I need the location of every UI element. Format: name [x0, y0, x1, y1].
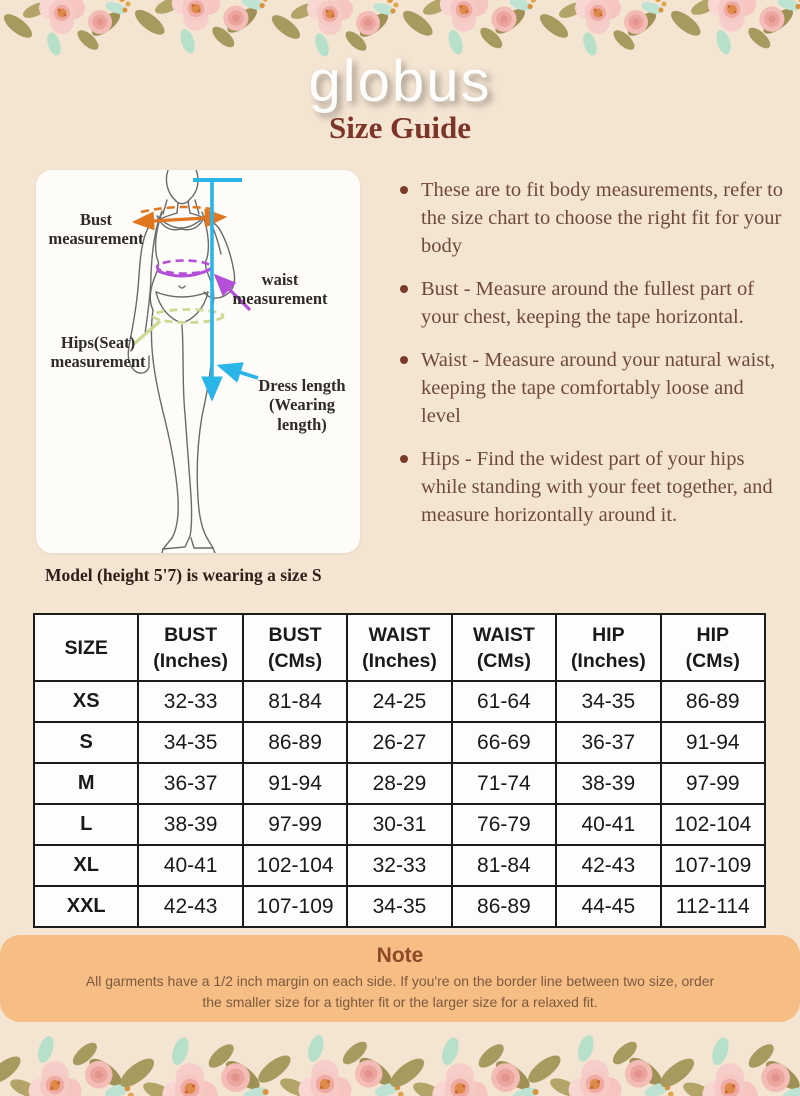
cell-waist-cms: 61-64 — [452, 681, 556, 722]
cell-bust-cms: 97-99 — [243, 804, 347, 845]
floral-border-bottom-icon — [0, 1026, 800, 1096]
cell-waist-inches: 32-33 — [347, 845, 451, 886]
table-row — [34, 763, 765, 804]
column-header-waist-cms: WAIST (CMs) — [452, 614, 556, 681]
table-row — [34, 845, 765, 886]
instruction-list — [400, 176, 786, 544]
instruction-text: Waist - Measure around your natural waist, keeping the tape comfortably loose and level — [421, 349, 776, 427]
measurement-diagram-card — [36, 170, 360, 553]
cell-waist-cms: 66-69 — [452, 722, 556, 763]
cell-waist-inches: 34-35 — [347, 886, 451, 927]
brand-logo: globus — [308, 49, 492, 114]
cell-hip-cms: 112-114 — [661, 886, 765, 927]
hips-measurement-label: Hips(Seat) measurement — [50, 333, 146, 372]
bullet-icon — [400, 455, 408, 463]
cell-waist-inches: 24-25 — [347, 681, 451, 722]
cell-hip-cms: 97-99 — [661, 763, 765, 804]
column-header-bust-inches: BUST (Inches) — [138, 614, 242, 681]
bust-measurement-label: Bust measurement — [48, 210, 144, 249]
instruction-text: These are to fit body measurements, refer to the size chart to choose the right fit for your body — [421, 179, 784, 257]
instruction-item — [400, 346, 786, 430]
dress-length-label: Dress length (Wearing length) — [258, 376, 346, 434]
bullet-icon — [400, 356, 408, 364]
table-row — [34, 681, 765, 722]
cell-hip-cms: 91-94 — [661, 722, 765, 763]
cell-bust-inches: 42-43 — [138, 886, 242, 927]
cell-hip-inches: 44-45 — [556, 886, 660, 927]
note-body: All garments have a 1/2 inch margin on each side. If you're on the border line between two size, order the smaller size for a tighter fit or the larger size for a relaxed fit. — [85, 973, 715, 1010]
cell-waist-inches: 30-31 — [347, 804, 451, 845]
cell-waist-inches: 28-29 — [347, 763, 451, 804]
size-cell: L — [34, 804, 138, 845]
cell-waist-cms: 86-89 — [452, 886, 556, 927]
cell-waist-cms: 76-79 — [452, 804, 556, 845]
cell-bust-cms: 102-104 — [243, 845, 347, 886]
cell-hip-inches: 42-43 — [556, 845, 660, 886]
table-row — [34, 804, 765, 845]
size-cell: XXL — [34, 886, 138, 927]
cell-waist-cms: 81-84 — [452, 845, 556, 886]
table-row — [34, 722, 765, 763]
cell-bust-inches: 40-41 — [138, 845, 242, 886]
model-size-note: Model (height 5'7) is wearing a size S — [45, 565, 322, 585]
bullet-icon — [400, 285, 408, 293]
cell-bust-inches: 36-37 — [138, 763, 242, 804]
cell-bust-cms: 86-89 — [243, 722, 347, 763]
column-header-hip-cms: HIP (CMs) — [661, 614, 765, 681]
column-header-waist-inches: WAIST (Inches) — [347, 614, 451, 681]
column-header-hip-inches: HIP (Inches) — [556, 614, 660, 681]
instruction-item — [400, 176, 786, 260]
table-row — [34, 886, 765, 927]
cell-waist-inches: 26-27 — [347, 722, 451, 763]
instruction-item — [400, 275, 786, 331]
page-title: Size Guide — [328, 110, 472, 145]
cell-waist-cms: 71-74 — [452, 763, 556, 804]
cell-hip-cms: 102-104 — [661, 804, 765, 845]
cell-bust-inches: 34-35 — [138, 722, 242, 763]
size-cell: S — [34, 722, 138, 763]
cell-hip-inches: 40-41 — [556, 804, 660, 845]
instruction-text: Bust - Measure around the fullest part of your chest, keeping the tape horizontal. — [421, 278, 755, 328]
waist-measurement-label: waist measurement — [232, 270, 328, 309]
cell-bust-cms: 81-84 — [243, 681, 347, 722]
instruction-text: Hips - Find the widest part of your hips while standing with your feet together, and measure horizontally around it. — [421, 448, 773, 526]
cell-hip-inches: 36-37 — [556, 722, 660, 763]
cell-bust-cms: 107-109 — [243, 886, 347, 927]
bullet-icon — [400, 186, 408, 194]
note-title: Note — [376, 944, 424, 967]
cell-bust-cms: 91-94 — [243, 763, 347, 804]
instruction-item — [400, 445, 786, 529]
note-box — [0, 935, 800, 1022]
cell-bust-inches: 32-33 — [138, 681, 242, 722]
cell-hip-cms: 86-89 — [661, 681, 765, 722]
size-chart-table — [33, 613, 766, 928]
size-cell: XL — [34, 845, 138, 886]
size-cell: M — [34, 763, 138, 804]
cell-hip-inches: 38-39 — [556, 763, 660, 804]
column-header-bust-cms: BUST (CMs) — [243, 614, 347, 681]
table-header-row — [34, 614, 765, 681]
cell-hip-cms: 107-109 — [661, 845, 765, 886]
cell-hip-inches: 34-35 — [556, 681, 660, 722]
size-cell: XS — [34, 681, 138, 722]
cell-bust-inches: 38-39 — [138, 804, 242, 845]
column-header-size: SIZE — [34, 614, 138, 681]
